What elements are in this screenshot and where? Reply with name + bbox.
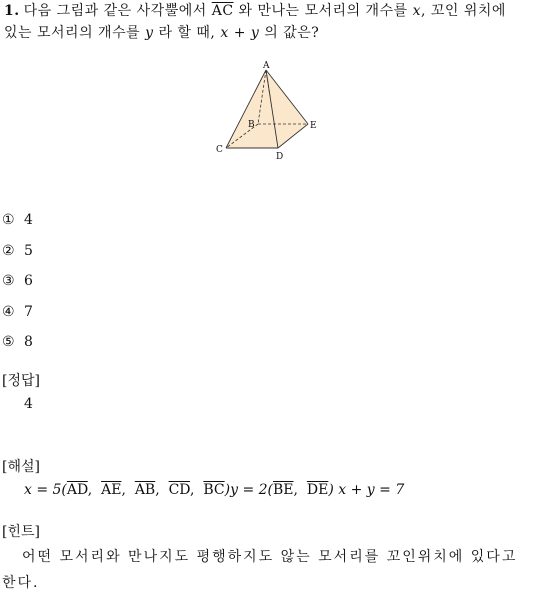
choice-2[interactable] bbox=[2, 236, 202, 267]
var-x: x bbox=[412, 3, 421, 19]
question-text bbox=[4, 0, 532, 44]
choice-mark: ④ bbox=[2, 303, 15, 320]
edge-ab-ref: $\overline{AB}$ bbox=[134, 482, 156, 498]
hint-text: 어떤 모서리와 만나지도 평행하지도 않는 모서리를 꼬인위치에 있다고 한다. bbox=[2, 549, 518, 591]
answer-value: 4 bbox=[24, 396, 33, 412]
expr-x-plus-y: x + y bbox=[220, 25, 260, 41]
choice-1[interactable] bbox=[2, 205, 202, 236]
answer-label: [정답] bbox=[2, 373, 40, 389]
edge-be-ref: $\overline{BE}$ bbox=[273, 482, 294, 498]
question-part: 라 할 때, bbox=[158, 25, 216, 41]
explanation-formula: $x = 5(\overline{AD}$, $\overline{AE}$, $\overline{AB}$, $\overline{CD}$, $\overline{BC})y = 2(\overline{BE}$, $\overline{DE}$) x + y = 7 bbox=[24, 482, 405, 498]
choice-value: 8 bbox=[24, 334, 33, 351]
choice-3[interactable] bbox=[2, 266, 202, 297]
choice-value: 4 bbox=[24, 212, 33, 229]
choice-list bbox=[2, 205, 202, 358]
vertex-c-label: C bbox=[216, 145, 223, 155]
vertex-e-label: E bbox=[310, 121, 317, 131]
choice-mark: ② bbox=[2, 242, 15, 259]
var-y: y bbox=[145, 25, 154, 41]
vertex-a-label: A bbox=[263, 61, 270, 71]
edge-ae-ref: $\overline{AE}$ bbox=[101, 482, 122, 498]
edge-ac: $\overline{AC}$ bbox=[211, 3, 234, 19]
choice-mark: ① bbox=[2, 212, 15, 229]
question-number: 1. bbox=[4, 3, 20, 19]
edge-bc-ref: $\overline{BC}$ bbox=[203, 482, 225, 498]
question-part: 와 만나는 모서리의 개수를 bbox=[238, 3, 408, 19]
choice-mark: ③ bbox=[2, 273, 15, 290]
hint-label: [힌트] bbox=[2, 524, 40, 540]
edge-cd-ref: $\overline{CD}$ bbox=[168, 482, 191, 498]
question-part: 의 값은? bbox=[264, 25, 320, 41]
explanation-label: [해설] bbox=[2, 459, 40, 475]
choice-value: 5 bbox=[24, 242, 33, 259]
choice-value: 7 bbox=[24, 303, 33, 320]
question-part: 다음 그림과 같은 사각뿔에서 bbox=[23, 3, 207, 19]
choice-value: 6 bbox=[24, 273, 33, 290]
vertex-d-label: D bbox=[276, 152, 284, 162]
vertex-b-label: B bbox=[248, 120, 255, 130]
pyramid-figure bbox=[210, 58, 330, 166]
edge-ad-ref: $\overline{AD}$ bbox=[66, 482, 88, 498]
choice-mark: ⑤ bbox=[2, 334, 15, 351]
question-part: , 꼬인 위치에 bbox=[420, 3, 506, 19]
question-part: 있는 모서리의 개수를 bbox=[4, 25, 141, 41]
edge-de-ref: $\overline{DE}$ bbox=[306, 482, 329, 498]
choice-5[interactable] bbox=[2, 327, 202, 358]
formula-y: )y = 2( bbox=[224, 482, 274, 498]
formula-x: x = 5( bbox=[24, 482, 67, 498]
choice-4[interactable] bbox=[2, 297, 202, 328]
formula-sum: ) x + y = 7 bbox=[328, 482, 405, 498]
